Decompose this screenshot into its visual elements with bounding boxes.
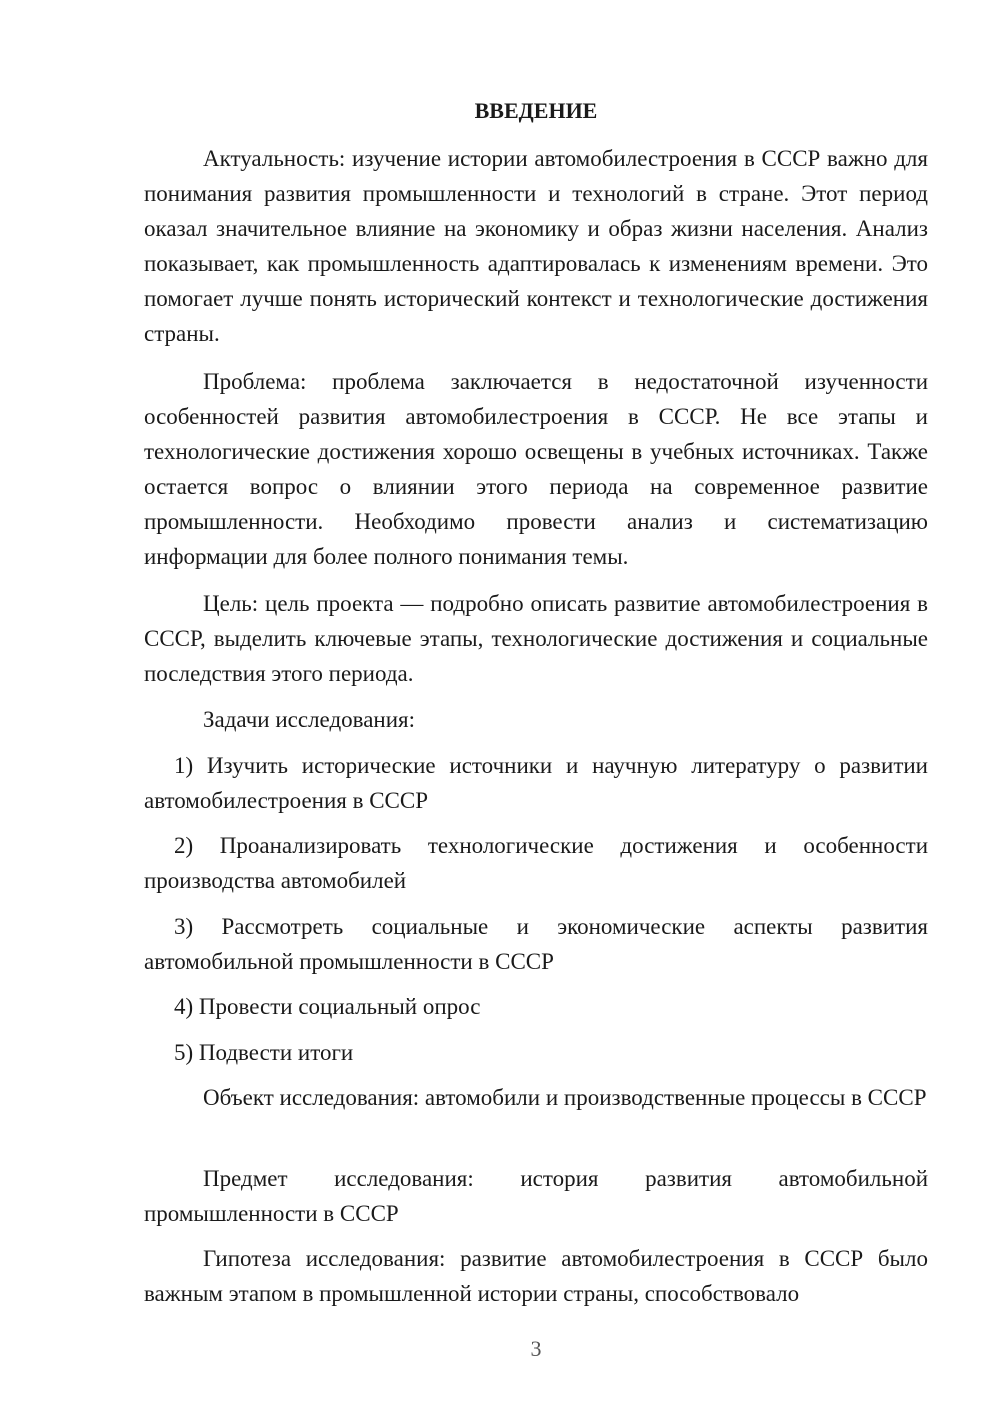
section-title: ВВЕДЕНИЕ (474, 98, 598, 123)
page-number: 3 (530, 1336, 542, 1361)
task-item-5: 5) Подвести итоги (174, 1040, 354, 1065)
problem-paragraph: Проблема: проблема заключается в недостаточной изученности особенностей развития автомобилестроения в СССР. Не все этапы и технологические достижения хорошо освещены в учебных источниках. Также остается вопрос о влиянии этого периода на современное развитие промышленности. Необходимо провести анализ и систематизацию информации для более полного понимания темы. (144, 369, 928, 569)
task-item-3: 3) Рассмотреть социальные и экономические аспекты развития автомобильной промышленности в СССР (144, 914, 928, 974)
task-item-1: 1) Изучить исторические источники и научную литературу о развитии автомобилестроения в СССР (144, 753, 928, 813)
relevance-paragraph: Актуальность: изучение истории автомобилестроения в СССР важно для понимания развития промышленности и технологий в стране. Этот период оказал значительное влияние на экономику и образ жизни населения. Анализ показывает, как промышленность адаптировалась к изменениям времени. Это помогает лучше понять исторический контекст и технологические достижения страны. (144, 146, 928, 346)
task-item-4: 4) Провести социальный опрос (174, 994, 481, 1019)
hypothesis-paragraph: Гипотеза исследования: развитие автомобилестроения в СССР было важным этапом в промышленной истории страны, способствовало (144, 1246, 928, 1306)
goal-paragraph: Цель: цель проекта — подробно описать развитие автомобилестроения в СССР, выделить ключевые этапы, технологические достижения и социальные последствия этого периода. (144, 591, 928, 686)
object-paragraph: Объект исследования: автомобили и производственные процессы в СССР (203, 1085, 927, 1110)
tasks-heading: Задачи исследования: (203, 707, 416, 732)
task-item-2: 2) Проанализировать технологические достижения и особенности производства автомобилей (144, 833, 928, 893)
subject-paragraph: Предмет исследования: история развития автомобильной промышленности в СССР (144, 1166, 928, 1226)
